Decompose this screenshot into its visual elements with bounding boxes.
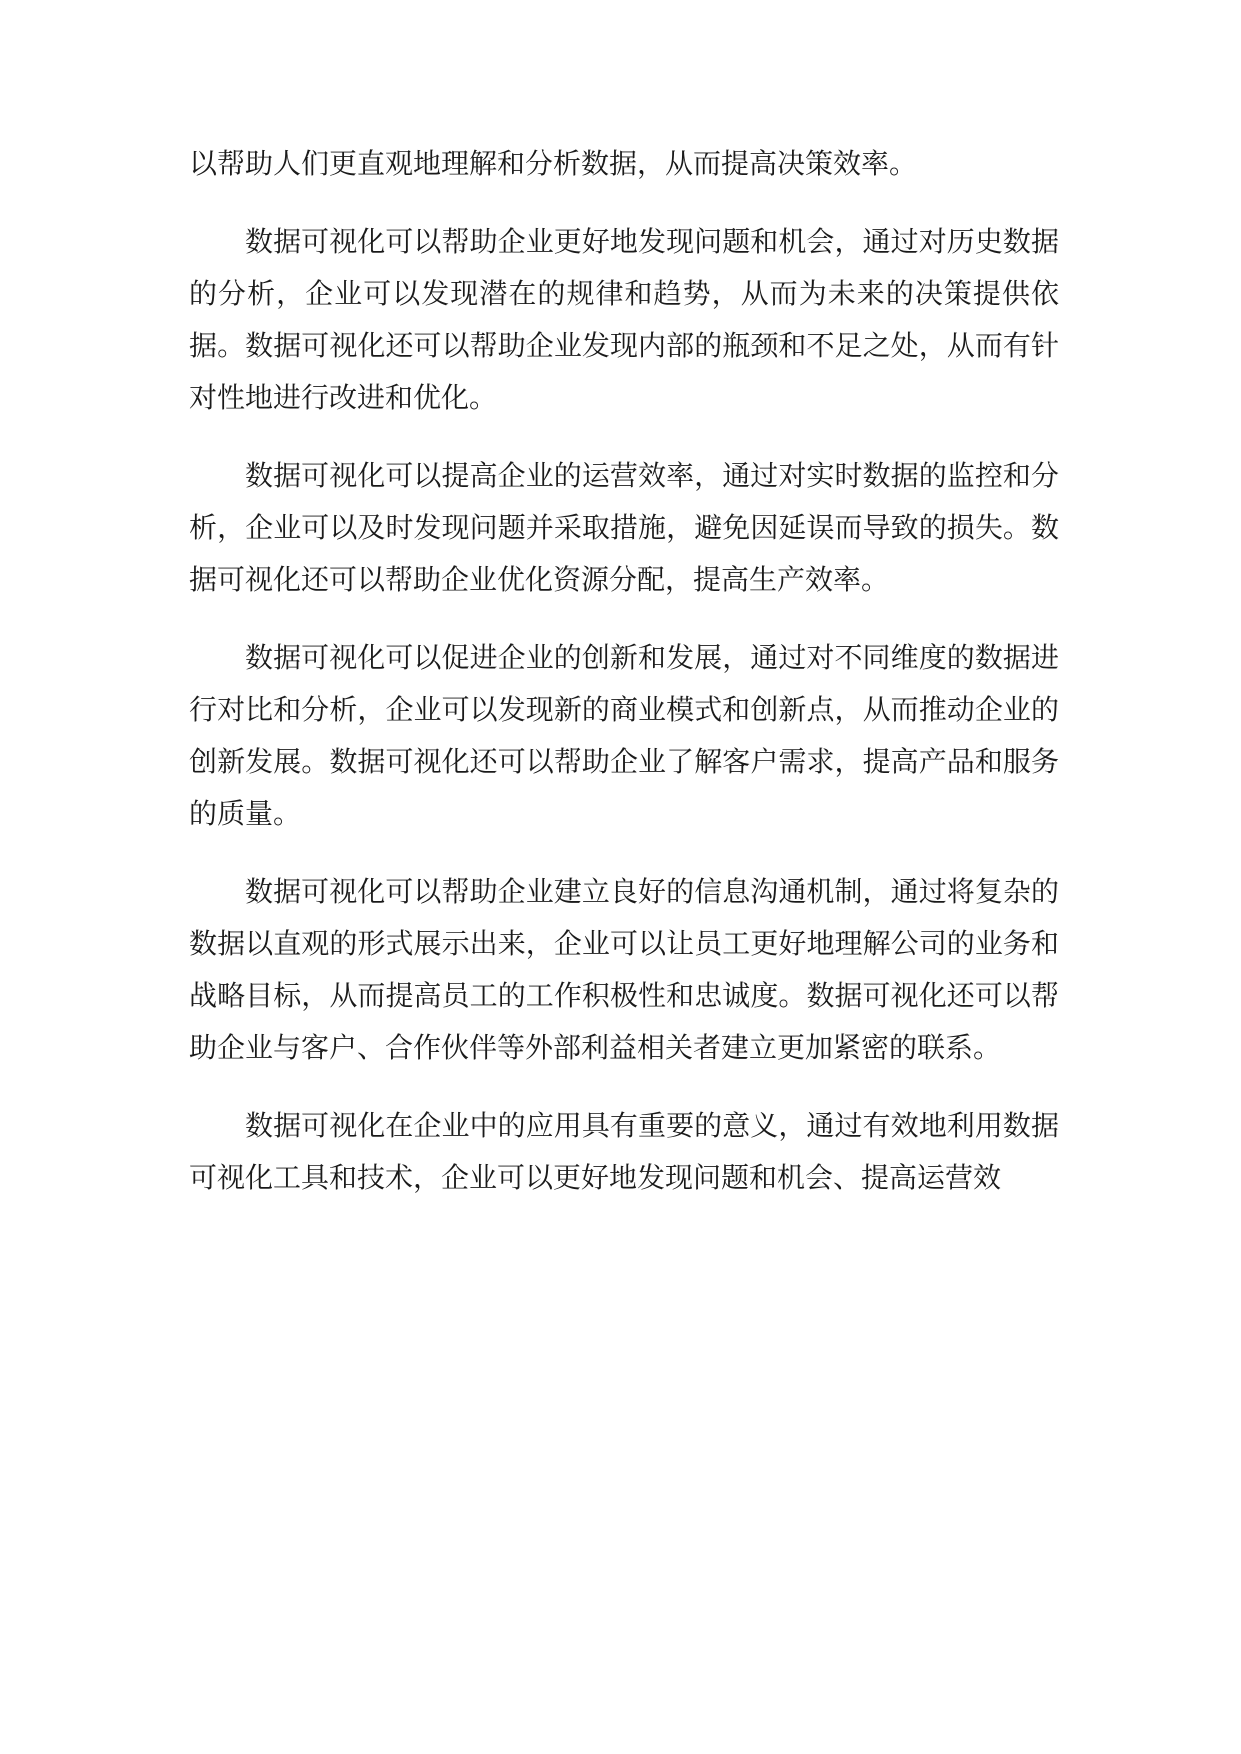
paragraph: 数据可视化可以促进企业的创新和发展，通过对不同维度的数据进行对比和分析，企业可以发现新的商业模式和创新点，从而推动企业的创新发展。数据可视化还可以帮助企业了解客户需求，提高产品和服务的质量。 bbox=[189, 641, 1059, 830]
paragraph: 以帮助人们更直观地理解和分析数据，从而提高决策效率。 bbox=[189, 147, 918, 180]
document-body bbox=[189, 138, 1059, 1204]
paragraph: 数据可视化在企业中的应用具有重要的意义，通过有效地利用数据可视化工具和技术，企业可以更好地发现问题和机会、提高运营效 bbox=[189, 1109, 1059, 1194]
paragraph: 数据可视化可以帮助企业建立良好的信息沟通机制，通过将复杂的数据以直观的形式展示出来，企业可以让员工更好地理解公司的业务和战略目标，从而提高员工的工作积极性和忠诚度。数据可视化还可以帮助企业与客户、合作伙伴等外部利益相关者建立更加紧密的联系。 bbox=[189, 875, 1059, 1064]
paragraph: 数据可视化可以帮助企业更好地发现问题和机会，通过对历史数据的分析，企业可以发现潜在的规律和趋势，从而为未来的决策提供依据。数据可视化还可以帮助企业发现内部的瓶颈和不足之处，从而有针对性地进行改进和优化。 bbox=[189, 225, 1059, 414]
paragraph: 数据可视化可以提高企业的运营效率，通过对实时数据的监控和分析，企业可以及时发现问题并采取措施，避免因延误而导致的损失。数据可视化还可以帮助企业优化资源分配，提高生产效率。 bbox=[189, 459, 1059, 596]
